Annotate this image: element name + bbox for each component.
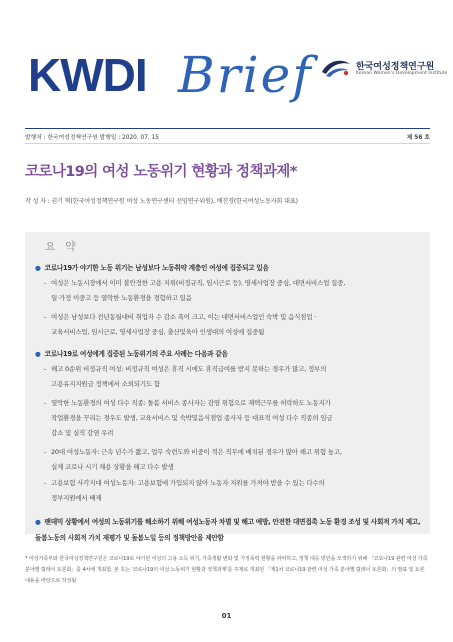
institute-emblem-icon (320, 58, 352, 78)
page-title: 코로나19의 여성 노동위기 현황과 정책과제* (25, 164, 297, 180)
summary-item: - 열악한 노동환경의 여성 다수 직종: 돌봄 서비스 종사자는 감염 위험으로 재택근무를 허락하도 노동지가 작업환경을 꾸리는 경우도 발생, 교육서비스 및 숙박및음식점업 종사자 등 대표적 여성 다수 직종의 임금 감소 및 실직 감염 우려 (44, 399, 333, 437)
issue-number (407, 132, 430, 141)
summary-item: - 여성은 남성보다 전년동월대비 취업자 수 감소 폭이 크고, 이는 대면서비스업인 숙박 및 음식점업 · 교육서비스업, 임시근로, 영세사업장 중심, 출산및육아 인생대의 여성에 집중됨 (44, 313, 317, 336)
summary-item: - 해고 0순위 비정규직 여성: 비정규직 여성은 휴직 시에도 휴직급여를 받지 못하는 경우가 많고, 정부의 고용유지지원금 정책에서 소외되기도 함 (44, 365, 327, 388)
bullet-icon: ● (35, 518, 41, 526)
bullet-icon: ● (35, 264, 41, 272)
summary-section-heading: ● 코로나19가 야기한 노동 위기는 남성보다 노동취약 계층인 여성에 집중되고 있음 (35, 264, 269, 272)
institute-name-english: Korean Women's Development Institute (356, 71, 448, 76)
brief-wordmark: Brief (178, 46, 313, 104)
issue-label: 제 56 호 (406, 135, 430, 141)
kwdi-wordmark: KWDI (28, 49, 147, 101)
summary-conclusion: ● 팬데믹 상황에서 여성의 노동위기를 해소하기 위해 여성노동자 차별 및 해고 예방, 안전한 대면접촉 노동 환경 조성 및 사회적 가치 제고, 돌봄노동의 사회적 가치 재평가 및 돌봄노일 등의 정책방안을 제안함 (35, 518, 421, 542)
summary-item: - 고용보험 사각지대 여성노동자: 고용보험에 가입되지 않아 노동자 지위를 가져야 받을 수 있는 다수의 정부지원에서 배제 (44, 479, 325, 502)
publisher-and-date: 발행처 : 한국여성정책연구원 발행일 : 2020. 07. 15 (25, 135, 159, 141)
summary-item: - 여성은 노동시장에서 이미 불안정한 고용 지위(비정규직, 임시근로 등), 영세사업장 중심, 대면서비스업 집중, 일·가정 이중고 등 열악한 노동환경을 경험하고 있음 (44, 279, 346, 302)
page-number: 01 (221, 612, 232, 620)
summary-item: - 20대 여성노동자: 근속 년수가 짧고, 업무 숙련도와 비중이 적은 직무에 배치된 경우가 많아 해고 위험 높고, 실제 코로나 시기 채용 상황을 해고 다수 발생 (44, 448, 342, 471)
summary-section-heading: ● 코로나19로 여성에게 집중된 노동위기의 주요 사례는 다음과 같음 (35, 350, 228, 358)
summary-label: 요 약 (45, 240, 79, 253)
institute-logo (320, 58, 448, 80)
author-line: 작 성 자 : 권기 혁(한국여성정책연구원 여성 노동연구센터 선임연구위원), 배진경(한국여성노동자회 대표) (25, 198, 298, 205)
bullet-icon: ● (35, 350, 41, 358)
publication-info-bar (25, 128, 430, 144)
institute-name-korean: 한국여성정책연구원 (356, 62, 435, 72)
summary-box (25, 232, 430, 542)
masthead (0, 0, 453, 125)
footnote: * 여성가족부와 한국여성정책연구원은 코로나19로 야기된 여성의 고용 소득 위기, 가족생활 변화 및 가정폭력 현황을 파악하고, 정책 대응 방안을 모색하기 위해 「코로나19 관련 여성 가족 분야별 릴레이 토론회」를 4차에 개최함. 본 호는 '코로나19의 여성 노동위기 현황과 정책과제'를 주제로 개최된 「제1차 코로나19 관련 여성 가족 분야별 릴레이 토론회」의 발표 및 토론 내용을 바탕으로 작성됨 (25, 556, 428, 584)
